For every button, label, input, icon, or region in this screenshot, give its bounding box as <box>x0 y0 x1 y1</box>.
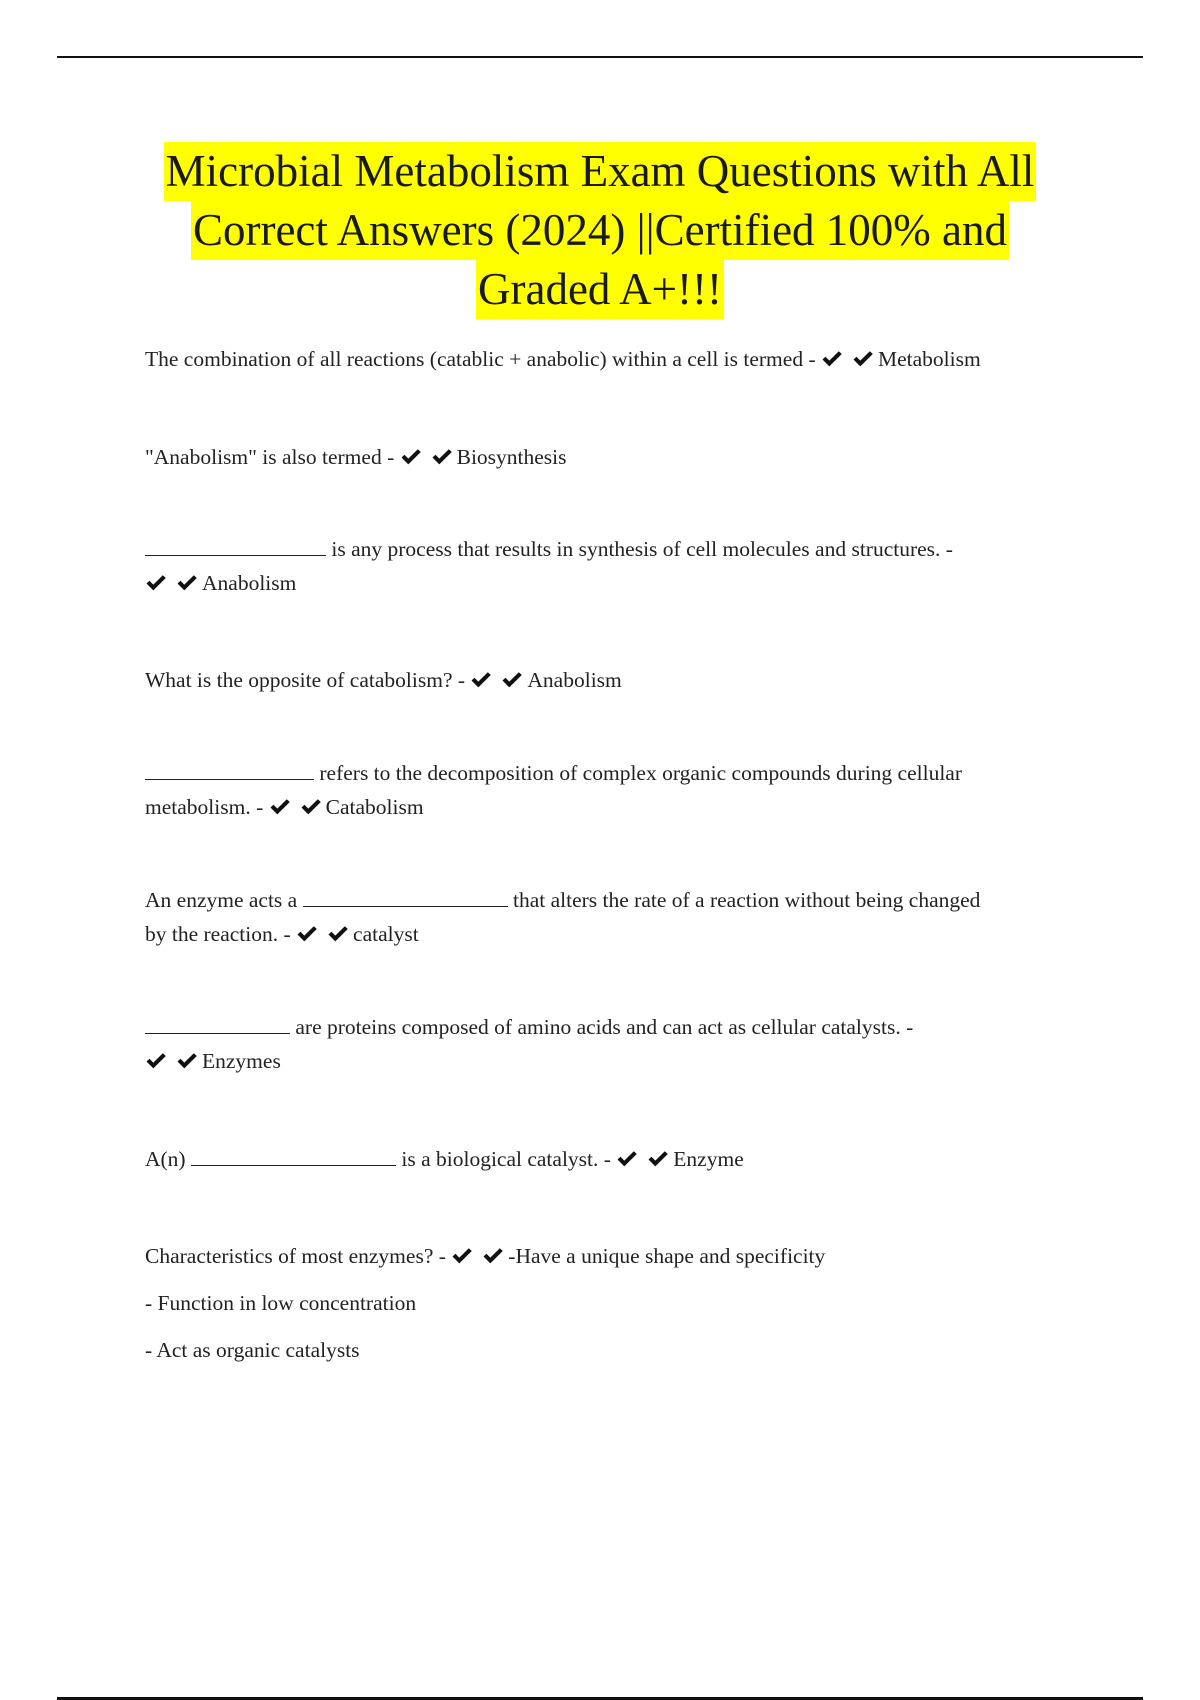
answer-text: Anabolism <box>527 668 622 692</box>
question-text: are proteins composed of amino acids and can act as cellular catalysts. - <box>290 1015 914 1039</box>
check-icon <box>616 1150 638 1168</box>
answer-text: catalyst <box>353 922 419 946</box>
qa-item-6 <box>145 883 1100 951</box>
check-icon <box>852 350 874 368</box>
qa-item-1 <box>145 342 1100 376</box>
question-text: is any process that results in synthesis of cell molecules and structures. - <box>326 537 953 561</box>
check-icon <box>269 798 291 816</box>
check-icon <box>145 574 167 592</box>
check-icon <box>647 1150 669 1168</box>
check-icon <box>296 925 318 943</box>
check-icon <box>451 1247 473 1265</box>
answer-text: Catabolism <box>325 795 424 819</box>
question-text: Characteristics of most enzymes? - <box>145 1244 452 1268</box>
question-text: An enzyme acts a <box>145 888 303 912</box>
check-icon <box>400 448 422 466</box>
question-text: The combination of all reactions (catablic + anabolic) within a cell is termed - <box>145 347 821 371</box>
qa-item-4 <box>145 663 1100 697</box>
question-text: What is the opposite of catabolism? - <box>145 668 471 692</box>
check-icon <box>300 798 322 816</box>
check-icon <box>145 1052 167 1070</box>
check-icon <box>176 574 198 592</box>
qa-item-2 <box>145 440 1100 474</box>
check-icon <box>176 1052 198 1070</box>
answer-text: Biosynthesis <box>456 445 567 469</box>
answer-extra-line: - Act as organic catalysts <box>145 1338 360 1362</box>
answer-extra-line: - Function in low concentration <box>145 1291 417 1315</box>
answer-blank <box>145 757 314 780</box>
answer-blank <box>303 884 508 907</box>
check-icon <box>821 350 843 368</box>
qa-item-9 <box>145 1239 1100 1367</box>
question-text: A(n) <box>145 1147 191 1171</box>
title-line-1: Microbial Metabolism Exam Questions with All <box>164 142 1037 201</box>
qa-item-8 <box>145 1142 1100 1176</box>
question-text: that alters the rate of a reaction without being changed <box>507 888 981 912</box>
qa-item-7 <box>145 1010 1100 1078</box>
question-text-cont: by the reaction. - <box>145 922 297 946</box>
question-text-cont: metabolism. - <box>145 795 269 819</box>
check-icon <box>470 671 492 689</box>
check-icon <box>431 448 453 466</box>
qa-item-3 <box>145 532 1100 600</box>
answer-text: Metabolism <box>877 347 981 371</box>
document-title <box>100 142 1100 319</box>
answer-text: -Have a unique shape and specificity <box>508 1244 826 1268</box>
question-text: refers to the decomposition of complex organic compounds during cellular <box>314 761 963 785</box>
title-line-3: Graded A+!!! <box>476 260 724 319</box>
title-line-2: Correct Answers (2024) ||Certified 100% and <box>191 201 1009 260</box>
qa-item-5 <box>145 756 1100 824</box>
question-text: "Anabolism" is also termed - <box>145 445 400 469</box>
check-icon <box>327 925 349 943</box>
answer-blank <box>191 1143 396 1166</box>
check-icon <box>482 1247 504 1265</box>
answer-text: Anabolism <box>202 571 297 595</box>
answer-blank <box>145 533 326 556</box>
answer-blank <box>145 1011 290 1034</box>
question-text: is a biological catalyst. - <box>395 1147 617 1171</box>
check-icon <box>501 671 523 689</box>
top-rule <box>57 56 1143 58</box>
answer-text: Enzyme <box>673 1147 744 1171</box>
answer-text: Enzymes <box>202 1049 281 1073</box>
